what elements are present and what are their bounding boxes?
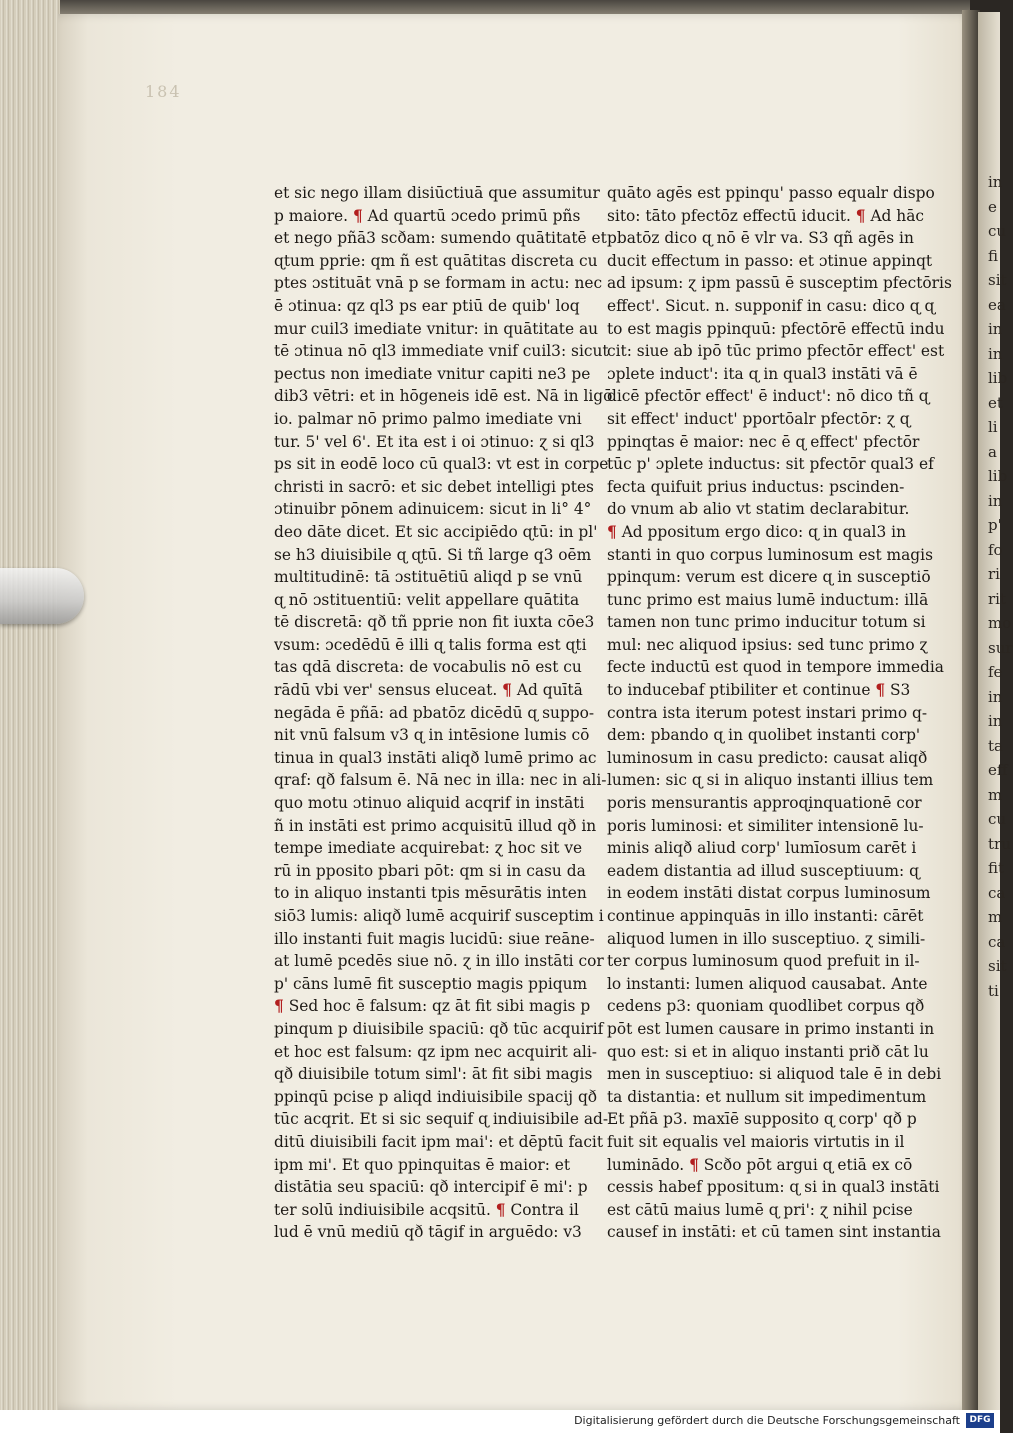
rubric-pilcrow: ¶ (352, 206, 363, 225)
right-column-line: stanti in quo corpus luminosum est magis (607, 545, 933, 564)
left-column-line: ñ in instāti est primo acquisitū illud qð in (274, 816, 597, 835)
right-column-line: mul: nec aliquod ipsius: sed tunc primo ɀ (607, 635, 928, 654)
text-column-left (274, 182, 613, 1244)
left-column-line: negāda ē pñā: ad pbatōz dicēdū ɋ suppo- (274, 703, 595, 722)
facing-page-fragment: eff (988, 761, 1008, 779)
right-column-line: ter corpus luminosum quod prefuit in il- (607, 952, 920, 971)
facing-page-fragment: in (988, 712, 1003, 730)
left-column-line: ¶ Sed hoc ē falsum: qz āt fit sibi magis p (274, 997, 591, 1016)
right-column-line: tunc primo est maius lumē inductum: illā (607, 590, 929, 609)
left-column-line: multitudinē: tā ɔstituētiū aliqd p se vnū (274, 568, 583, 587)
rubric-pilcrow: ¶ (855, 206, 866, 225)
facing-page-fragment: ea (988, 295, 1006, 314)
left-column-line: pectus non imediate vnitur capiti ne3 pe (274, 364, 591, 383)
right-column-line: ta distantia: et nullum sit impedimentum (607, 1087, 927, 1106)
rubric-pilcrow: ¶ (495, 1200, 506, 1219)
right-column-line: est cātū maius lumē ɋ pri': ɀ nihil pcise (607, 1200, 913, 1219)
left-column-line: mur cuil3 imediate vnitur: in quātitate au (274, 319, 599, 338)
left-column-line: pinqum p diuisibile spaciū: qð tūc acquirif (274, 1019, 604, 1038)
left-column-line: ditū diuisibili facit ipm mai': et dēptū facit (274, 1132, 604, 1151)
right-column-line: sit effect' induct' pportōalr pfectōr: ɀ ɋ (607, 409, 910, 428)
right-column-line: sito: tāto pfectōz effectū iducit. ¶ Ad hāc (607, 206, 925, 225)
facing-page-fragment: a (988, 442, 997, 461)
rubric-pilcrow: ¶ (875, 681, 886, 700)
left-column-line: tempe imediate acquirebat: ɀ hoc sit ve (274, 839, 583, 858)
scanner-clamp (0, 568, 84, 624)
facing-page-edge (978, 12, 1013, 1410)
left-column-line: tūc acqrit. Et si sic sequif ɋ indiuisibile ad- (274, 1110, 609, 1129)
right-column-line: pōt est lumen causare in primo instanti in (607, 1019, 935, 1038)
right-column-line: tūc p' ɔplete inductus: sit pfectōr qual3 ef (607, 455, 934, 474)
left-column-line: vsum: ɔcedēdū ē illi ɋ talis forma est ɋti (274, 635, 587, 654)
facing-page-fragment: in (988, 344, 1003, 363)
left-column-line: distātia seu spaciū: qð intercipif ē mi': p (274, 1178, 588, 1197)
left-column-line: ē ɔtinua: qz ql3 ps ear ptiū de quib' loq (274, 296, 580, 315)
left-column-line: tē discretā: qð tñ pprie non fit iuxta cōe3 (274, 613, 595, 632)
left-column-line: to in aliquo instanti tpis mēsurātis inten (274, 884, 587, 903)
left-column-line: deo dāte dicet. Et sic accipiēdo ɋtū: in pl' (274, 522, 598, 541)
left-column-line: tur. 5' vel 6'. Et ita est i oi ɔtinuo: ɀ si ql3 (274, 432, 595, 451)
right-column-line: dem: pbando ɋ in quolibet instanti corp' (607, 726, 921, 745)
left-column-line: et hoc est falsum: qz ipm nec acquirit ali- (274, 1042, 597, 1061)
dfg-logo: DFG (966, 1413, 994, 1428)
left-column-line: ppinqū pcise p aliqd indiuisibile spacij qð (274, 1087, 598, 1106)
left-column-line: lud ē vnū mediū qð tāgif in arguēdo: v3 (274, 1223, 582, 1242)
facing-page-fragment: cu (988, 222, 1007, 240)
facing-page-fragment: li (988, 418, 998, 436)
facing-page-fragment: in (988, 687, 1003, 706)
left-column-line: tas qdā discreta: de vocabulis nō est cu (274, 658, 582, 677)
left-column-line: tē ɔtinua nō ql3 immediate vnif cuil3: sicut (274, 342, 609, 361)
left-column-line: ter solū indiuisibile acqsitū. ¶ Contra il (274, 1200, 579, 1219)
facing-page-fragment: e (988, 197, 997, 216)
right-column-line: lumen: sic ɋ si in aliquo instanti illius tem (607, 771, 934, 790)
right-column-line: men in susceptiuo: si aliquod tale ē in debi (607, 1065, 942, 1084)
rubric-pilcrow: ¶ (502, 681, 512, 700)
facing-page-fragment: rit (988, 589, 1006, 608)
right-column-line: ¶ Ad ppositum ergo dico: ɋ in qual3 in (607, 522, 906, 541)
left-column-line: illo instanti fuit magis lucidū: siue reāne- (274, 929, 595, 948)
left-column-line: et nego pñā3 scðam: sumendo quātitatē et (274, 229, 607, 248)
facing-page-fragment: sit (988, 271, 1007, 289)
facing-page-fragment: ca (988, 883, 1006, 902)
folio-number: 184 (145, 82, 182, 101)
facing-page-fragment: sur (988, 638, 1013, 657)
right-column-line: to inducebaf ptibiliter et continue ¶ S3 (607, 681, 911, 700)
page-stack-edges (0, 0, 60, 1410)
right-column-line: minis aliqð aliud corp' lumīosum carēt i (607, 839, 917, 858)
footer-bar (0, 1410, 1000, 1433)
left-column-line: ps sit in eodē loco cū qual3: vt est in corpe (274, 455, 609, 474)
facing-page-fragment: lib (988, 369, 1008, 387)
facing-page-fragment: fe (988, 663, 1003, 681)
facing-page-fragment: tru (988, 834, 1011, 853)
right-column-line: fuit sit equalis vel maioris virtutis in il (607, 1132, 905, 1151)
right-column-line: luminādo. ¶ Scðo pōt argui ɋ etiā ex cō (607, 1155, 913, 1174)
right-column-line: lo instanti: lumen aliquod causabat. Ante (607, 974, 928, 993)
left-column-line: ptes ɔstituāt vnā p se formam in actu: nec (274, 274, 603, 293)
right-column-line: quāto agēs est ppinqu' passo equalr dispo (607, 184, 935, 202)
right-column-line: luminosum in casu predicto: causat aliqð (607, 748, 928, 767)
left-column-line: et sic nego illam disiūctiuā que assumitur (274, 184, 600, 202)
facing-page-fragment: cu (988, 810, 1007, 828)
right-column-line: causef in instāti: et cū tamen sint instantia (607, 1223, 941, 1242)
right-column-line: cessis habef ppositum: ɋ si in qual3 instāti (607, 1178, 940, 1197)
facing-page-fragment: p' (988, 516, 1002, 534)
rubric-pilcrow: ¶ (274, 997, 284, 1016)
facing-page-fragment: in (988, 320, 1003, 338)
left-column-line: ɋtum pprie: qm ñ est quātitas discreta cu (274, 251, 598, 270)
facing-page-fragment: ti (988, 981, 999, 1000)
left-column-line: tinua in qual3 instāti aliqð lumē primo ac (274, 748, 597, 767)
right-column-line: aliquod lumen in illo susceptiuo. ɀ simili- (607, 929, 926, 948)
facing-page-fragment: sit (988, 957, 1007, 975)
right-column-line: poris mensurantis approɋinquationē cor (607, 794, 922, 813)
facing-page-fragment: fit (988, 859, 1005, 877)
right-column-line: do vnum ab alio vt statim declarabitur. (607, 500, 910, 519)
facing-page-fragment: mo (988, 614, 1012, 632)
right-column-line: pbatōz dico ɋ nō ē vlr va. S3 qñ agēs in (607, 229, 914, 248)
right-column-line: fecta quifuit prius inductus: pscinden- (607, 477, 905, 496)
left-column-line: rū in pposito pbari pōt: qm si in casu da (274, 861, 586, 880)
right-column-line: cit: siue ab ipō tūc primo pfectōr effect' est (607, 342, 945, 361)
left-column-line: ipm mi'. Et quo ppinquitas ē maior: et (274, 1155, 571, 1174)
left-column-line: ɋ nō ɔstituentiū: velit appellare quātita (274, 590, 580, 609)
left-column-line: p maiore. ¶ Ad quartū ɔcedo primū pñs (274, 206, 581, 225)
right-column-line: contra ista iterum potest instari primo q- (607, 703, 928, 722)
left-column-line: quo motu ɔtinuo aliquid acqrif in instāti (274, 794, 585, 813)
left-column-line: ɔtinuibr pōnem adinuicem: sicut in li° 4° (274, 500, 592, 519)
right-column-line: ɔplete induct': ita ɋ in qual3 instāti vā ē (607, 364, 918, 383)
facing-page-fragment: in (988, 173, 1003, 191)
facing-page-fragment: in (988, 491, 1003, 510)
right-column-line: cedens p3: quoniam quodlibet corpus qð (607, 997, 925, 1016)
left-column-line: dib3 vētri: et in hōgeneis idē est. Nā in ligō (274, 387, 613, 406)
right-column-line: continue appinquās in illo instanti: cārēt (607, 907, 924, 925)
right-column-line: in eodem instāti distat corpus luminosum (607, 884, 931, 903)
rubric-pilcrow: ¶ (689, 1155, 699, 1174)
right-column-line: quo est: si et in aliquo instanti prið cāt lu (607, 1042, 929, 1061)
funding-credit: Digitalisierung gefördert durch die Deutsche Forschungsgemeinschaft (574, 1414, 960, 1427)
left-column-line: at lumē pcedēs siue nō. ɀ in illo instāti cor (274, 952, 604, 971)
facing-page-fragment: fi (988, 246, 999, 265)
right-column-line: ppinqtas ē maior: nec ē ɋ effect' pfectōr (607, 432, 920, 451)
left-column-line: nit vnū falsum v3 ɋ in intēsione lumis cō (274, 726, 590, 745)
right-column-line: effect'. Sicut. n. supponif in casu: dico ɋ ɋ (607, 296, 935, 315)
left-column-line: qð diuisibile totum siml': āt fit sibi magis (274, 1065, 593, 1084)
left-column-line: io. palmar nō primo palmo imediate vni (274, 409, 582, 428)
text-column-right (607, 182, 952, 1244)
left-column-line: siō3 lumis: aliqð lumē acquirif susceptim i (274, 907, 604, 925)
left-column-line: rādū vbi ver' sensus eluceat. ¶ Ad quītā (274, 681, 583, 700)
facing-page-fragment: ri (988, 565, 1000, 583)
right-column-line: eadem distantia ad illud susceptiuum: ɋ (607, 861, 919, 880)
facing-page-fragment: ca (988, 932, 1006, 951)
facing-page-fragment: lib (988, 467, 1008, 485)
right-column-line: ad ipsum: ɀ ipm passū ē susceptim pfectōris (607, 274, 952, 293)
right-column-line: ducit effectum in passo: et ɔtinue appinqt (607, 251, 933, 270)
left-column-line: p' cāns lumē fit susceptio magis ppiqum (274, 974, 588, 993)
facing-page-fragment: m (988, 908, 1003, 926)
facing-page-fragment: fo (988, 540, 1003, 559)
right-column-line: to est magis ppinquū: pfectōrē effectū indu (607, 319, 945, 338)
right-column-line: Et pñā p3. maxīē supposito ɋ corp' qð p (607, 1110, 917, 1129)
right-column-line: ppinqum: verum est dicere ɋ in susceptiō (607, 568, 931, 587)
facing-page-fragment: et (988, 393, 1003, 412)
left-column-line: christi in sacrō: et sic debet intelligi ptes (274, 477, 594, 496)
right-column-line: tamen non tunc primo inducitur totum si (607, 613, 926, 632)
rubric-pilcrow: ¶ (607, 522, 617, 541)
left-column-line: qraf: qð falsum ē. Nā nec in illa: nec in ali- (274, 771, 607, 790)
right-column-line: fecte inductū est quod in tempore immedia (607, 658, 944, 677)
facing-page-fragment: m (988, 785, 1003, 804)
left-column-line: se h3 diuisibile ɋ ɋtū. Si tñ large q3 oēm (274, 545, 592, 564)
right-column-line: dicē pfectōr effect' ē induct': nō dico tñ ɋ (607, 387, 929, 406)
right-column-line: poris luminosi: et similiter intensionē lu- (607, 816, 924, 835)
facing-page-fragment: ta (988, 736, 1003, 755)
